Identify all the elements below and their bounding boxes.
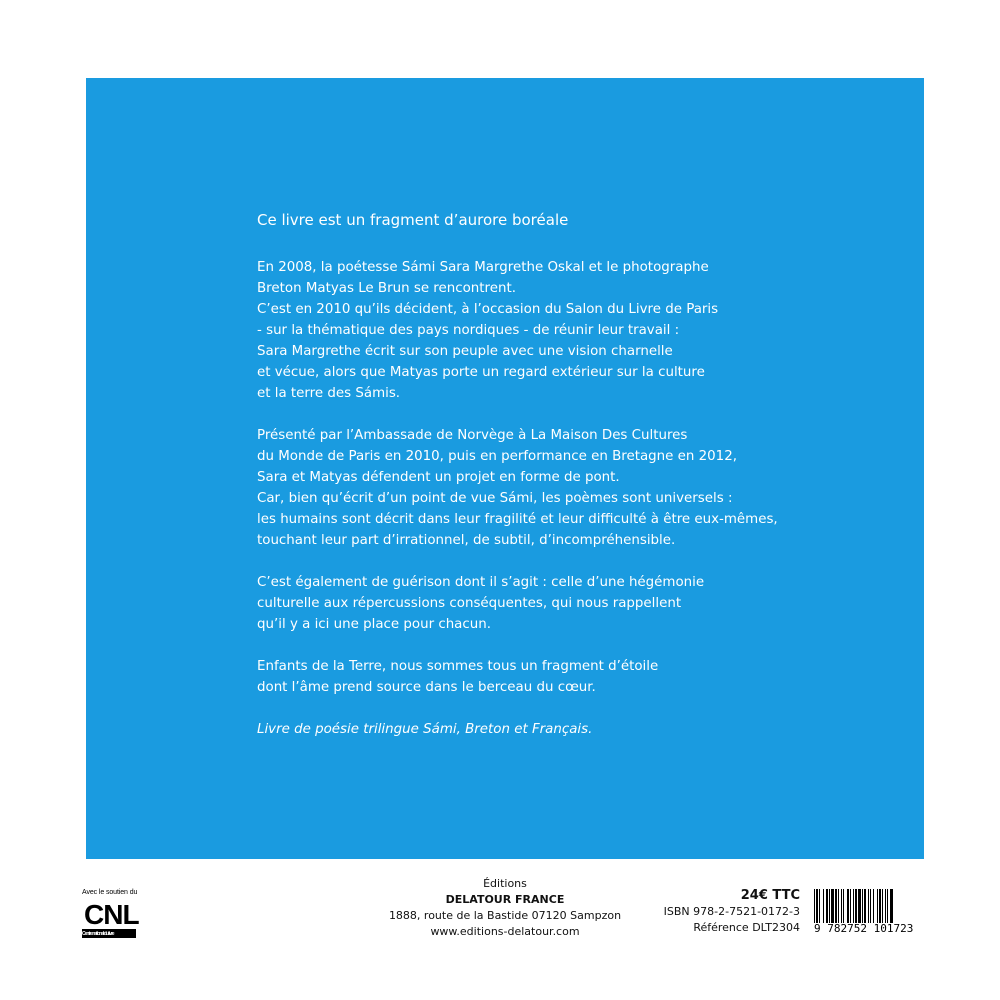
paragraph-line: Sara et Matyas défendent un projet en forme de pont.: [257, 470, 620, 485]
back-cover-text: [257, 210, 817, 761]
cnl-logo: [82, 899, 139, 938]
paragraph-line: les humains sont décrit dans leur fragilité et leur difficulté à être eux-mêmes,: [257, 512, 778, 527]
paragraph-line: - sur la thématique des pays nordiques - de réunir leur travail :: [257, 323, 680, 338]
paragraph-line: et la terre des Sámis.: [257, 386, 401, 401]
isbn: ISBN 978-2-7521-0172-3: [663, 905, 800, 918]
closing-line: [257, 719, 817, 740]
paragraph-line: touchant leur part d’irrationnel, de subtil, d’incompréhensible.: [257, 533, 676, 548]
barcode-number: 9 782752 101723: [814, 923, 926, 935]
paragraph-line: et vécue, alors que Matyas porte un regard extérieur sur la culture: [257, 365, 705, 380]
paragraph-line: qu’il y a ici une place pour chacun.: [257, 617, 491, 632]
paragraph-line: Enfants de la Terre, nous sommes tous un fragment d’étoile: [257, 659, 659, 674]
paragraph-4: [257, 656, 817, 698]
paragraph-3: [257, 572, 817, 635]
paragraph-line: du Monde de Paris en 2010, puis en performance en Bretagne en 2012,: [257, 449, 737, 464]
paragraph-1: [257, 257, 817, 404]
paragraph-line: En 2008, la poétesse Sámi Sara Margrethe Oskal et le photographe: [257, 260, 709, 275]
paragraph-line: dont l’âme prend source dans le berceau du cœur.: [257, 680, 596, 695]
paragraph-line: Car, bien qu’écrit d’un point de vue Sámi, les poèmes sont universels :: [257, 491, 733, 506]
paragraph-line: culturelle aux répercussions conséquentes, qui nous rappellent: [257, 596, 682, 611]
closing-text: Livre de poésie trilingue Sámi, Breton et Français.: [257, 722, 593, 737]
price: 24€ TTC: [740, 888, 800, 903]
paragraph-2: [257, 425, 817, 551]
cnl-logo-caption: Centre national du livre: [82, 931, 114, 937]
cnl-logo-text: CNL: [84, 899, 139, 930]
paragraph-line: Breton Matyas Le Brun se rencontrent.: [257, 281, 516, 296]
paragraph-line: C’est en 2010 qu’ils décident, à l’occasion du Salon du Livre de Paris: [257, 302, 719, 317]
publisher-name: DELATOUR FRANCE: [445, 893, 565, 906]
publisher-website: www.editions-delatour.com: [430, 925, 580, 938]
publisher-label: Éditions: [483, 877, 527, 890]
back-cover-heading: Ce livre est un fragment d’aurore boréale: [257, 211, 569, 229]
paragraph-line: Présenté par l’Ambassade de Norvège à La Maison Des Cultures: [257, 428, 688, 443]
cnl-support: [82, 889, 144, 938]
paragraph-line: C’est également de guérison dont il s’agit : celle d’une hégémonie: [257, 575, 705, 590]
reference: Référence DLT2304: [693, 921, 800, 934]
cnl-support-label: Avec le soutien du: [82, 889, 138, 896]
price-info: [600, 887, 800, 936]
paragraph-line: Sara Margrethe écrit sur son peuple avec une vision charnelle: [257, 344, 673, 359]
publisher-address: 1888, route de la Bastide 07120 Sampzon: [388, 909, 622, 922]
